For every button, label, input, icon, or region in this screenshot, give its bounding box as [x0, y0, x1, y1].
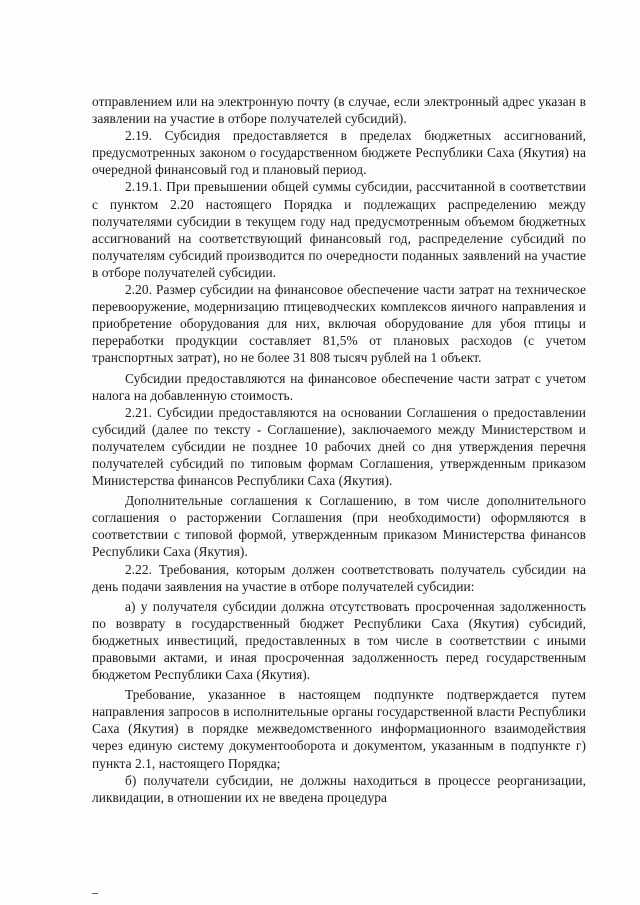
paragraph-2-21: 2.21. Субсидии предоставляются на основании Соглашения о предоставлении субсидий (далее по тексту - Соглашение), заключаемого между Министерством и получателем субсидии не позднее 10 рабочих дней со дня утверждения перечня получателей субсидий по типовым формам Соглашения, утвержденным приказом Министерства финансов Республики Саха (Якутия).: [92, 404, 586, 489]
paragraph-requirement-confirmation: Требование, указанное в настоящем подпункте подтверждается путем направления запросов в исполнительные органы государственной власти Республики Саха (Якутия) в порядке межведомственного информационного взаимодействия через единую систему документооборота и документом, указанным в подпункте г) пункта 2.1, настоящего Порядка;: [92, 687, 586, 771]
paragraph-vat-note: Субсидии предоставляются на финансовое обеспечение части затрат с учетом налога на добавленную стоимость.: [92, 370, 586, 403]
paragraph-intro-continuation: отправлением или на электронную почту (в случае, если электронный адрес указан в заявлении на участие в отборе получателей субсидий).: [92, 94, 586, 127]
paragraph-2-19: 2.19. Субсидия предоставляется в пределах бюджетных ассигнований, предусмотренных законом о государственном бюджете Республики Саха (Якутия) на очередной финансовый год и плановый период.: [92, 128, 586, 178]
paragraph-2-19-1: 2.19.1. При превышении общей суммы субсидии, рассчитанной в соответствии с пунктом 2.20 настоящего Порядка и подлежащих распределению между получателями субсидии в текущем году над предусмотренным объемом бюджетных ассигнований на соответствующий финансовый год, распределение субсидий по получателям субсидий производится по очередности поданных заявлений на участие в отборе получателей субсидии.: [92, 179, 586, 280]
paragraph-2-20: 2.20. Размер субсидии на финансовое обеспечение части затрат на техническое перевооружение, модернизацию птицеводческих комплексов яичного направления и приобретение оборудования для них, включая оборудование для убоя птицы и переработки продукции составляет 81,5% от плановых расходов (с учетом транспортных затрат), но не более 31 808 тысяч рублей на 1 объект.: [92, 282, 586, 366]
cut-off-text-fragment: [92, 893, 98, 898]
paragraph-requirement-a: а) у получателя субсидии должна отсутствовать просроченная задолженность по возврату в государственный бюджет Республики Саха (Якутия) субсидий, бюджетных инвестиций, предоставленных в том числе в соответствии с иными правовыми актами, и иная просроченная задолженность перед государственным бюджетом Республики Саха (Якутия).: [92, 598, 586, 683]
paragraph-2-22: 2.22. Требования, которым должен соответствовать получатель субсидии на день подачи заявления на участие в отборе получателей субсидии:: [92, 561, 586, 594]
document-body: [92, 93, 586, 806]
paragraph-requirement-b: б) получатели субсидии, не должны находиться в процессе реорганизации, ликвидации, в отношении их не введена процедура: [92, 772, 586, 805]
paragraph-additional-agreements: Дополнительные соглашения к Соглашению, в том числе дополнительного соглашения о расторжении Соглашения (при необходимости) оформляются в соответствии с типовой формой, утвержденным приказом Министерства финансов Республики Саха (Якутия).: [92, 493, 586, 560]
